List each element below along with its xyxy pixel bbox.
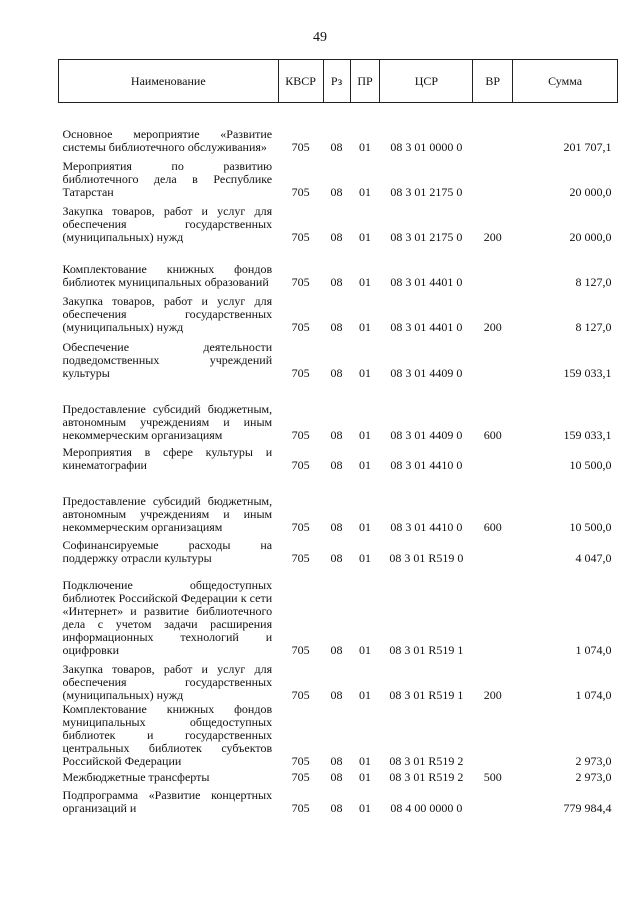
row-name: Софинансируемые расходы на поддержку отрасли культуры xyxy=(62,537,273,565)
row-name: Предоставление субсидий бюджетным, автономным учреждениям и иным некоммерческим организациям xyxy=(62,401,273,442)
row-kvsr: 705 xyxy=(291,274,310,289)
row-pr: 01 xyxy=(359,457,371,472)
row-name: Закупка товаров, работ и услуг для обеспечения государственных (муниципальных) нужд xyxy=(62,203,273,244)
header-name: Наименование xyxy=(59,60,279,103)
row-rz: 08 xyxy=(330,229,343,244)
row-kvsr: 705 xyxy=(291,519,310,534)
row-pr: 01 xyxy=(359,800,371,815)
row-vr: 600 xyxy=(483,519,502,534)
row-sum: 20 000,0 xyxy=(569,184,612,199)
row-sum: 1 074,0 xyxy=(575,687,612,702)
row-csr: 08 3 01 2175 0 xyxy=(390,184,463,199)
row-kvsr: 705 xyxy=(291,139,310,154)
row-name: Межбюджетные трансферты xyxy=(62,769,210,784)
row-vr: 200 xyxy=(483,319,502,334)
row-csr: 08 3 01 R519 1 xyxy=(389,687,464,702)
row-name: Основное мероприятие «Развитие системы библиотечного обслуживания» xyxy=(62,126,273,154)
budget-table xyxy=(58,59,618,816)
row-rz: 08 xyxy=(330,769,343,784)
row-name: Комплектование книжных фондов библиотек муниципальных образований xyxy=(62,261,273,289)
row-rz: 08 xyxy=(330,753,343,768)
row-rz: 08 xyxy=(330,365,343,380)
header-csr: ЦСР xyxy=(380,60,473,103)
row-sum: 10 500,0 xyxy=(569,457,612,472)
row-sum: 8 127,0 xyxy=(575,274,612,289)
row-csr: 08 3 01 4409 0 xyxy=(390,427,463,442)
row-csr: 08 3 01 4409 0 xyxy=(390,365,463,380)
table-row xyxy=(59,785,618,816)
page-number: 49 xyxy=(313,30,327,45)
row-pr: 01 xyxy=(359,274,371,289)
row-vr xyxy=(473,443,513,473)
row-pr: 01 xyxy=(359,427,371,442)
header-sum: Сумма xyxy=(513,60,618,103)
row-rz: 08 xyxy=(330,642,343,657)
row-rz: 08 xyxy=(330,519,343,534)
row-pr: 01 xyxy=(359,319,371,334)
row-csr: 08 3 01 2175 0 xyxy=(390,229,463,244)
row-kvsr: 705 xyxy=(291,184,310,199)
row-name: Обеспечение деятельности подведомственных учреждений культуры xyxy=(62,339,273,380)
row-sum: 20 000,0 xyxy=(569,229,612,244)
row-kvsr: 705 xyxy=(291,753,310,768)
row-pr: 01 xyxy=(359,550,371,565)
table-row xyxy=(59,535,618,566)
table-row xyxy=(59,443,618,473)
row-kvsr: 705 xyxy=(291,550,310,565)
table-row xyxy=(59,473,618,535)
row-sum: 159 033,1 xyxy=(563,365,612,380)
row-sum: 8 127,0 xyxy=(575,319,612,334)
header-kvsr: КВСР xyxy=(278,60,323,103)
row-kvsr: 705 xyxy=(291,427,310,442)
table-row xyxy=(59,335,618,381)
row-vr: 500 xyxy=(483,769,502,784)
row-csr: 08 3 01 4410 0 xyxy=(390,519,463,534)
row-rz: 08 xyxy=(330,139,343,154)
row-csr: 08 3 01 R519 2 xyxy=(389,753,464,768)
row-rz: 08 xyxy=(330,457,343,472)
header-vr: ВР xyxy=(473,60,513,103)
row-csr: 08 3 01 4401 0 xyxy=(390,274,463,289)
row-pr: 01 xyxy=(359,139,371,154)
table-row xyxy=(59,703,618,769)
row-pr: 01 xyxy=(359,365,371,380)
row-vr xyxy=(473,335,513,381)
row-pr: 01 xyxy=(359,184,371,199)
row-rz: 08 xyxy=(330,274,343,289)
header-pr: ПР xyxy=(350,60,380,103)
row-vr: 600 xyxy=(483,427,502,442)
row-sum: 159 033,1 xyxy=(563,427,612,442)
table-row xyxy=(59,245,618,290)
row-pr: 01 xyxy=(359,642,371,657)
row-kvsr: 705 xyxy=(291,457,310,472)
table-row xyxy=(59,290,618,335)
row-rz: 08 xyxy=(330,800,343,815)
row-csr: 08 3 01 R519 1 xyxy=(389,642,464,657)
row-csr: 08 3 01 4401 0 xyxy=(390,319,463,334)
row-rz: 08 xyxy=(330,687,343,702)
row-vr: 200 xyxy=(483,687,502,702)
table-row xyxy=(59,155,618,200)
row-pr: 01 xyxy=(359,519,371,534)
row-vr xyxy=(473,703,513,769)
row-name: Мероприятия в сфере культуры и кинематографии xyxy=(62,444,273,472)
row-name: Закупка товаров, работ и услуг для обеспечения государственных (муниципальных) нужд xyxy=(62,661,273,702)
row-kvsr: 705 xyxy=(291,687,310,702)
row-name: Подпрограмма «Развитие концертных организаций и xyxy=(62,787,273,815)
row-vr xyxy=(473,566,513,658)
row-rz: 08 xyxy=(330,427,343,442)
table-header-row xyxy=(59,60,618,103)
row-vr xyxy=(473,245,513,290)
row-vr: 200 xyxy=(483,229,502,244)
row-name: Мероприятия по развитию библиотечного дела в Республике Татарстан xyxy=(62,158,273,199)
row-sum: 2 973,0 xyxy=(575,769,612,784)
row-pr: 01 xyxy=(359,229,371,244)
row-csr: 08 3 01 R519 0 xyxy=(389,550,464,565)
row-rz: 08 xyxy=(330,550,343,565)
header-rz: Рз xyxy=(323,60,350,103)
row-name: Комплектование книжных фондов муниципальных общедоступных библиотек и государственных центральных библиотек субъектов Российской Федерации xyxy=(62,701,273,768)
row-sum: 2 973,0 xyxy=(575,753,612,768)
table-row xyxy=(59,769,618,785)
row-sum: 201 707,1 xyxy=(563,139,612,154)
row-name: Закупка товаров, работ и услуг для обеспечения государственных (муниципальных) нужд xyxy=(62,293,273,334)
row-pr: 01 xyxy=(359,769,371,784)
row-kvsr: 705 xyxy=(291,769,310,784)
row-csr: 08 3 01 R519 2 xyxy=(389,769,464,784)
row-vr xyxy=(473,103,513,155)
table-row xyxy=(59,566,618,658)
table-row xyxy=(59,658,618,703)
row-rz: 08 xyxy=(330,319,343,334)
table-row xyxy=(59,200,618,245)
row-sum: 1 074,0 xyxy=(575,642,612,657)
row-pr: 01 xyxy=(359,753,371,768)
row-kvsr: 705 xyxy=(291,365,310,380)
row-vr xyxy=(473,785,513,816)
row-name: Предоставление субсидий бюджетным, автономным учреждениям и иным некоммерческим организациям xyxy=(62,493,273,534)
row-csr: 08 4 00 0000 0 xyxy=(390,800,463,815)
row-kvsr: 705 xyxy=(291,800,310,815)
row-name: Подключение общедоступных библиотек Российской Федерации к сети «Интернет» и развитие библиотечного дела с учетом задачи расширения информационных технологий и оцифровки xyxy=(62,577,273,657)
row-kvsr: 705 xyxy=(291,319,310,334)
row-sum: 779 984,4 xyxy=(563,800,612,815)
row-sum: 10 500,0 xyxy=(569,519,612,534)
row-pr: 01 xyxy=(359,687,371,702)
row-vr xyxy=(473,155,513,200)
row-rz: 08 xyxy=(330,184,343,199)
row-kvsr: 705 xyxy=(291,642,310,657)
row-csr: 08 3 01 0000 0 xyxy=(390,139,463,154)
row-sum: 4 047,0 xyxy=(575,550,612,565)
row-kvsr: 705 xyxy=(291,229,310,244)
table-row xyxy=(59,381,618,443)
table-row xyxy=(59,103,618,155)
row-csr: 08 3 01 4410 0 xyxy=(390,457,463,472)
row-vr xyxy=(473,535,513,566)
